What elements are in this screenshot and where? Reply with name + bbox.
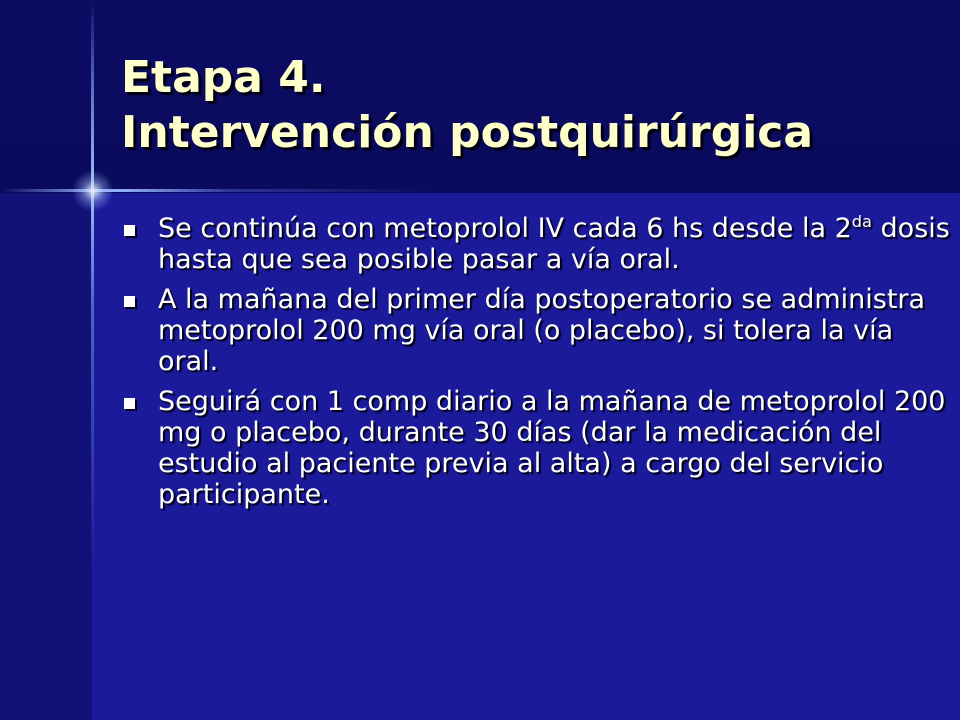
bullet-marker-icon: [124, 225, 135, 236]
bullet-text: Seguirá con 1 comp diario a la mañana de metoprolol 200 mg o placebo, durante 30 días (dar la medicación del estudio al paciente previa al alta) a cargo del servicio participante.: [158, 386, 946, 510]
title-line-1: Etapa 4.: [121, 52, 326, 103]
title-line-2: Intervención postquirúrgica: [121, 107, 814, 158]
light-flare: [72, 170, 114, 212]
bullet-item: [124, 386, 950, 510]
bullet-text-continued: dosis hasta que sea posible pasar a vía oral.: [158, 213, 950, 275]
bullet-text: Se continúa con metoprolol IV cada 6 hs desde la 2: [158, 213, 852, 244]
slide-title: [121, 50, 813, 160]
vertical-light-line: [91, 0, 94, 720]
bullet-item: [124, 213, 950, 275]
bullet-list: [124, 213, 950, 519]
bullet-marker-icon: [124, 296, 135, 307]
bullet-item: [124, 284, 950, 377]
bullet-text: A la mañana del primer día postoperatorio se administra metoprolol 200 mg vía oral (o placebo), si tolera la vía oral.: [158, 284, 926, 377]
horizontal-light-line: [0, 189, 960, 192]
bullet-marker-icon: [124, 398, 135, 409]
ordinal-superscript: da: [851, 212, 872, 231]
